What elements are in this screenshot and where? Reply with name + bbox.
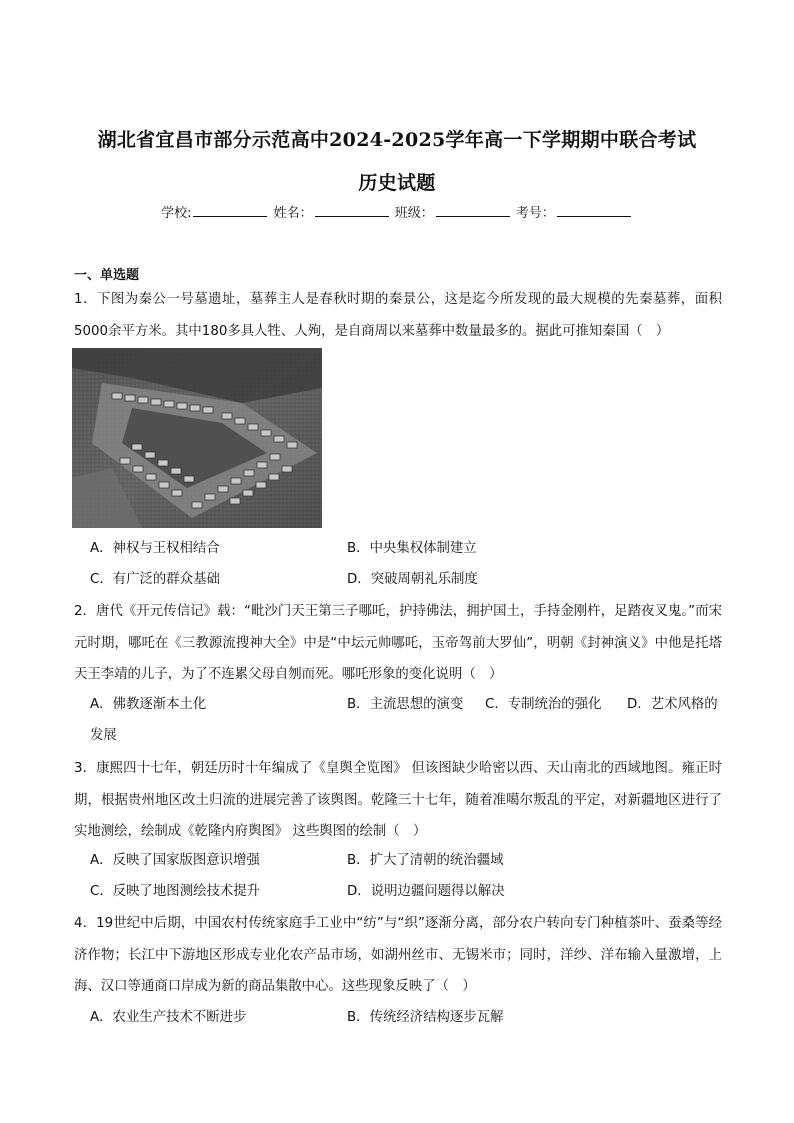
question-1-text: 1．下图为秦公一号墓遗址，墓葬主人是春秋时期的秦景公，这是迄今所发现的最大规模的先秦墓葬，面积5000余平方米。其中180多具人牲、人殉，是自商周以来墓葬中数量最多的。据此可推知秦国（ ）: [74, 292, 722, 339]
exam-number-blank[interactable]: [557, 204, 631, 217]
name-label: 姓名：: [273, 206, 313, 221]
class-blank[interactable]: [436, 204, 510, 217]
tomb-site-photo: [72, 348, 322, 528]
section-heading: 一、单选题: [74, 268, 140, 283]
student-info-row: [0, 202, 794, 221]
question-2-option-d-continued: 发展: [90, 728, 117, 743]
question-1-option-c[interactable]: C．有广泛的群众基础: [90, 572, 220, 587]
class-label: 班级：: [394, 206, 434, 221]
question-3-option-c[interactable]: C．反映了地图测绘技术提升: [90, 884, 261, 899]
question-2-text: 2．唐代《开元传信记》载：“毗沙门天王第三子哪吒，护持佛法，拥护国土，手持金刚杵，足踏夜叉鬼。”而宋元时期，哪吒在《三教源流搜神大全》中是“中坛元帅哪吒，玉帝驾前大罗仙”，明朝《封神演义》中他是托塔天王李靖的儿子，为了不连累父母自刎而死。哪吒形象的变化说明（ ）: [74, 604, 722, 682]
question-4-option-b[interactable]: B．传统经济结构逐步瓦解: [347, 1010, 504, 1025]
exam-number-label: 考号：: [515, 206, 555, 221]
question-1-option-a[interactable]: A．神权与王权相结合: [90, 541, 220, 556]
question-3-text: 3．康熙四十七年，朝廷历时十年编成了《皇舆全览图》 但该图缺少哈密以西、天山南北的西域地图。雍正时期，根据贵州地区改土归流的进展完善了该舆图。乾隆三十七年，随着准噶尔叛乱的平定，对新疆地区进行了实地测绘，绘制成《乾隆内府舆图》 这些舆图的绘制（ ）: [74, 761, 722, 839]
question-4-option-a[interactable]: A．农业生产技术不断进步: [90, 1010, 247, 1025]
question-1-option-d[interactable]: D．突破周朝礼乐制度: [347, 572, 478, 587]
question-4-text: 4．19世纪中后期，中国农村传统家庭手工业中“纺”与“织”逐渐分离，部分农户转向专门种植茶叶、蚕桑等经济作物；长江中下游地区形成专业化农产品市场，如湖州丝市、无锡米市；同时，洋纱、洋布输入量激增，上海、汉口等通商口岸成为新的商品集散中心。这些现象反映了（ ）: [74, 916, 722, 994]
question-3-option-a[interactable]: A．反映了国家版图意识增强: [90, 853, 260, 868]
name-blank[interactable]: [315, 204, 389, 217]
question-2-option-c[interactable]: C．专制统治的强化: [485, 697, 602, 712]
school-blank[interactable]: [193, 204, 267, 217]
question-2-option-a[interactable]: A．佛教逐渐本土化: [90, 697, 207, 712]
school-label: 学校:: [161, 206, 192, 221]
question-1-option-b[interactable]: B．中央集权体制建立: [347, 541, 477, 556]
exam-title: 湖北省宜昌市部分示范高中2024-2025学年高一下学期期中联合考试: [97, 129, 697, 151]
question-2-option-d[interactable]: D．艺术风格的: [627, 697, 718, 712]
exam-subtitle: 历史试题: [358, 172, 436, 194]
question-2-option-b[interactable]: B．主流思想的演变: [347, 697, 464, 712]
question-3-option-b[interactable]: B．扩大了清朝的统治疆域: [347, 853, 504, 868]
question-3-option-d[interactable]: D．说明边疆问题得以解决: [347, 884, 505, 899]
